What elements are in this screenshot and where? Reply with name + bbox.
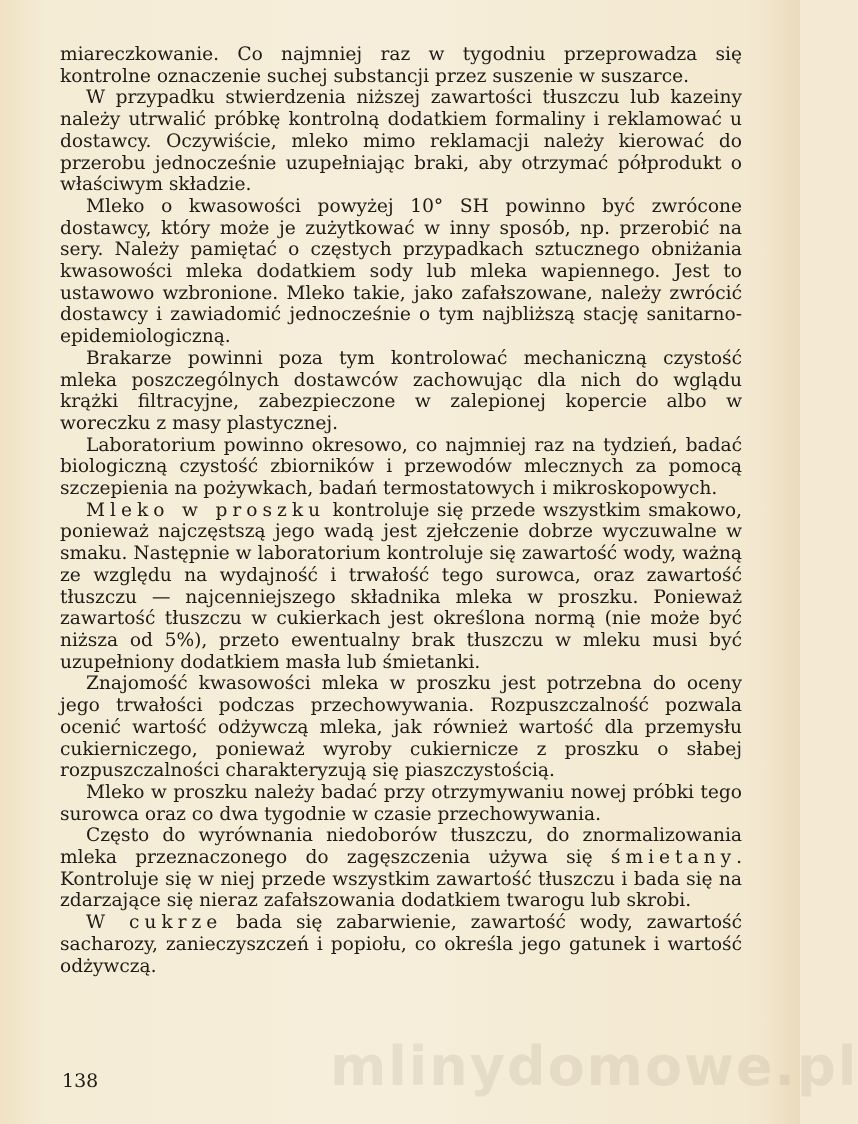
- page-number: 138: [62, 1070, 99, 1092]
- paragraph-5: Laboratorium powinno okresowo, co najmniej raz na tydzień, badać biologiczną czystość zbiorników i przewodów mlecznych za pomocą szczepienia na pożywkach, badań termostatowych i mikroskopowych.: [60, 434, 742, 500]
- paragraph-6: Mleko w proszku kontroluje się przede wszystkim smakowo, ponieważ najczęstszą jego wadą jest zjełczenie dobrze wyczuwalne w smaku. Następnie w laboratorium kontroluje się zawartość wody, ważną ze względu na wydajność i trwałość tego surowca, oraz zawartość tłuszczu — najcenniejszego składnika mleka w proszku. Ponieważ zawartość tłuszczu w cukierkach jest określona normą (nie może być niższa od 5%), przeto ewentualny brak tłuszczu w mleku musi być uzupełniony dodatkiem masła lub śmietanki.: [60, 499, 742, 673]
- paragraph-4: Brakarze powinni poza tym kontrolować mechaniczną czystość mleka poszczególnych dostawców zachowując dla nich do wglądu krążki filtracyjne, zabezpieczone w zalepionej kopercie albo w woreczku z masy plastycznej.: [60, 347, 742, 434]
- spaced-term-powdered-milk: Mleko w proszku: [86, 499, 326, 521]
- spaced-term-cream: śmietany: [610, 847, 737, 869]
- paragraph-9: Często do wyrównania niedoborów tłuszczu, do znormalizowania mleka przeznaczonego do zagęszczenia używa się śmietany. Kontroluje się w niej przede wszystkim zawartość tłuszczu i bada się na zdarzające się nieraz zafałszowania dodatkiem twarogu lub skrobi.: [60, 825, 742, 912]
- paragraph-7: Znajomość kwasowości mleka w proszku jest potrzebna do oceny jego trwałości podczas przechowywania. Rozpuszczalność pozwala ocenić wartość odżywczą mleka, jak również wartość dla przemysłu cukierniczego, ponieważ wyroby cukiernicze z proszku o słabej rozpuszczalności charakteryzują się piaszczystością.: [60, 673, 742, 782]
- paragraph-8: Mleko w proszku należy badać przy otrzymywaniu nowej próbki tego surowca oraz co dwa tygodnie w czasie przechowywania.: [60, 781, 742, 825]
- watermark: mlinydomowe.pl: [330, 1035, 858, 1098]
- paragraph-10: W cukrze bada się zabarwienie, zawartość wody, zawartość sacharozy, zanieczyszczeń i popiołu, co określa jego gatunek i wartość odżywczą.: [60, 912, 742, 977]
- spaced-term-sugar: W cukrze: [86, 912, 223, 934]
- body-text: [60, 44, 742, 977]
- paragraph-2: W przypadku stwierdzenia niższej zawartości tłuszczu lub kazeiny należy utrwalić próbkę kontrolną dodatkiem formaliny i reklamować u dostawcy. Oczywiście, mleko mimo reklamacji należy kierować do przerobu jednocześnie uzupełniając braki, aby otrzymać półprodukt o właściwym składzie.: [60, 87, 742, 196]
- paragraph-1: miareczkowanie. Co najmniej raz w tygodniu przeprowadza się kontrolne oznaczenie suchej substancji przez suszenie w suszarce.: [60, 44, 742, 87]
- paragraph-3: Mleko o kwasowości powyżej 10° SH powinno być zwrócone dostawcy, który może je zużytkować w inny sposób, np. przerobić na sery. Należy pamiętać o częstych przypadkach sztucznego obniżania kwasowości mleka dodatkiem sody lub mleka wapiennego. Jest to ustawowo wzbronione. Mleko takie, jako zafałszowane, należy zwrócić dostawcy i zawiadomić jednocześnie o tym najbliższą stację sanitarno-epidemiologiczną.: [60, 195, 742, 348]
